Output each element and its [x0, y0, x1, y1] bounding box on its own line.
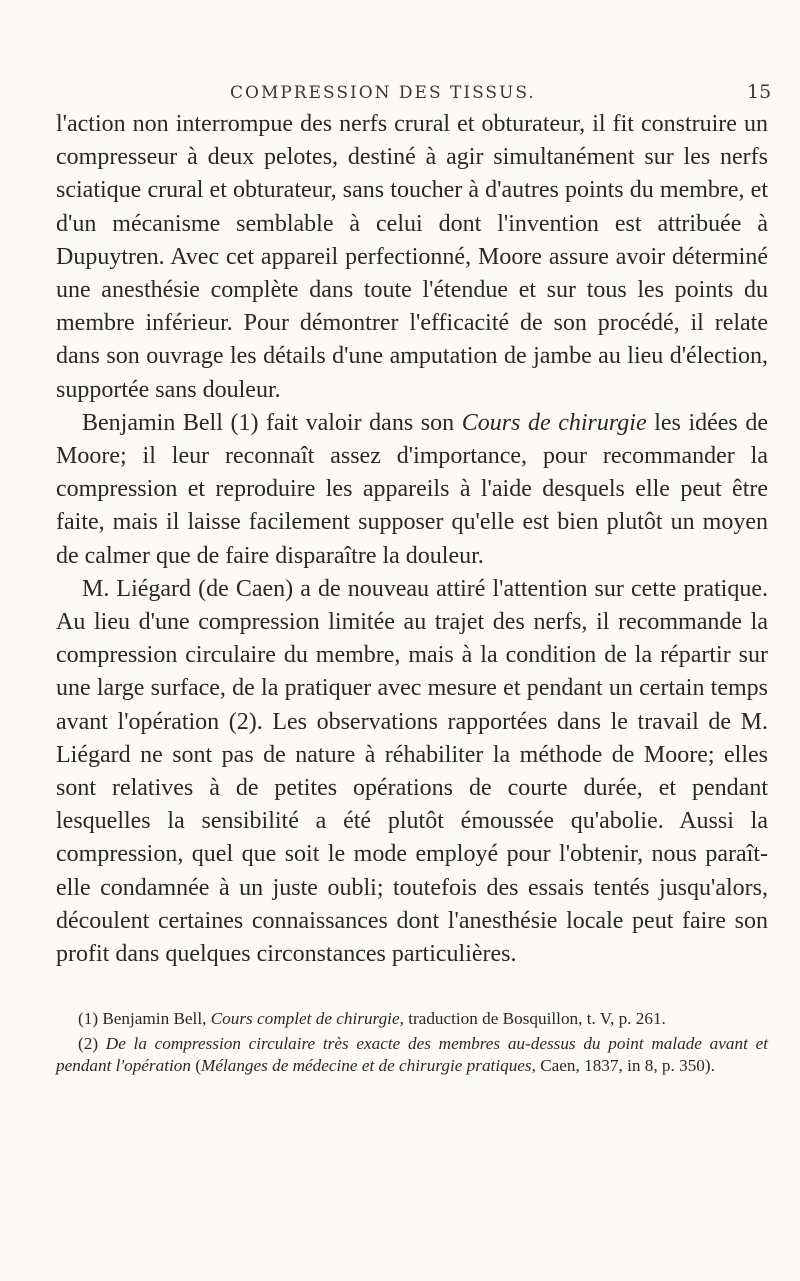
paragraph-2-text-end: les idées de Moore; il leur reconnaît assez d'importance, pour recommander la compression et reproduire les appareils à l'aide desquels elle peut être faite, mais il laisse facilement supposer qu'elle est bien plutôt un moyen de calmer que de faire disparaître la douleur. [56, 409, 769, 569]
footnote-2-journal: Mélanges de médecine et de chirurgie pratiques [201, 1056, 532, 1075]
footnote-2-end: , Caen, 1837, in 8, p. 350). [531, 1056, 715, 1075]
paragraph-2-text-start: Benjamin Bell (1) fait valoir dans son [82, 409, 462, 436]
footnote-2-marker: (2) [78, 1034, 106, 1053]
footnote-1-start: (1) Benjamin Bell, [78, 1009, 211, 1028]
body-text [56, 108, 768, 971]
footnotes [56, 1008, 768, 1080]
running-title: COMPRESSION DES TISSUS. [230, 83, 536, 103]
footnote-2-paren: ( [190, 1056, 201, 1075]
paragraph-3-text: M. Liégard (de Caen) a de nouveau attiré l'attention sur cette pratique. Au lieu d'une compression limitée au trajet des nerfs, il recommande la compression circulaire du membre, mais à la condition de la répartir sur une large surface, de la pratiquer avec mesure et pendant un certain temps avant l'opération (2). Les observations rapportées dans le travail de M. Liégard ne sont pas de nature à réhabiliter la méthode de Moore; elles sont relatives à de petites opérations de courte durée, et pendant lesquelles la sensibilité a été plutôt émoussée qu'abolie. Aussi la compression, quel que soit le mode employé pour l'obtenir, nous paraît-elle condamnée à un juste oubli; toutefois des essais tentés jusqu'alors, découlent certaines connaissances dont l'anesthésie locale peut faire son profit dans quelques circonstances particulières. [56, 575, 768, 968]
paragraph-2 [56, 407, 768, 573]
paragraph-1 [56, 108, 768, 407]
footnote-2 [56, 1033, 768, 1077]
book-title-cours-de-chirurgie: Cours de chirurgie [461, 409, 647, 436]
footnote-2-title: De la compression circulaire très exacte des membres au-dessus du point malade avant et pendant l'opération [56, 1034, 768, 1075]
paragraph-3 [56, 573, 768, 971]
footnote-1 [56, 1008, 768, 1030]
footnote-1-title: Cours complet de chirurgie [210, 1009, 400, 1028]
page-number: 15 [747, 81, 772, 103]
paragraph-1-text: l'action non interrompue des nerfs crural et obturateur, il fit construire un compresseur à deux pelotes, destiné à agir simultanément sur les nerfs sciatique crural et obturateur, sans toucher à d'autres points du membre, et d'un mécanisme semblable à celui dont l'invention est attribuée à Dupuytren. Avec cet appareil perfectionné, Moore assure avoir déterminé une anesthésie complète dans toute l'étendue et sur tous les points du membre inférieur. Pour démontrer l'efficacité de son procédé, il relate dans son ouvrage les détails d'une amputation de jambe au lieu d'élection, supportée sans douleur. [56, 111, 768, 403]
footnote-1-end: , traduction de Bosquillon, t. V, p. 261. [399, 1009, 666, 1028]
